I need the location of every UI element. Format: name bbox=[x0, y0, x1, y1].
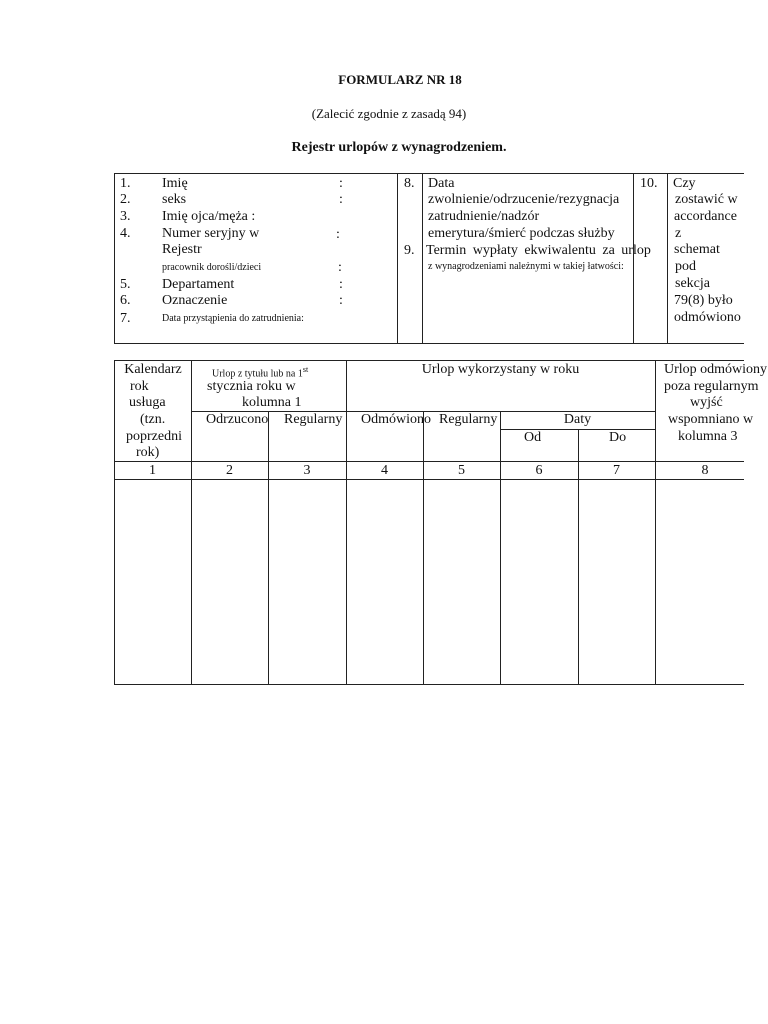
col-dates-header: Daty bbox=[563, 412, 592, 427]
col-denied-header: Odmówiono bbox=[361, 412, 431, 427]
col-regular-used-header: Regularny bbox=[439, 412, 498, 427]
form-subtitle: (Zalecić zgodnie z zasadą 94) bbox=[311, 106, 467, 121]
col-leave-used-header: Urlop wykorzystany w roku bbox=[421, 362, 580, 377]
col-refused-header: Odrzucono bbox=[206, 412, 269, 427]
col-to-header: Do bbox=[609, 430, 627, 445]
form-title: FORMULARZ NR 18 bbox=[338, 72, 462, 87]
col-regular-header: Regularny bbox=[284, 412, 343, 427]
col-from-header: Od bbox=[524, 430, 542, 445]
form-heading: Rejestr urlopów z wynagrodzeniem. bbox=[291, 140, 507, 155]
register-table-body bbox=[115, 480, 744, 684]
